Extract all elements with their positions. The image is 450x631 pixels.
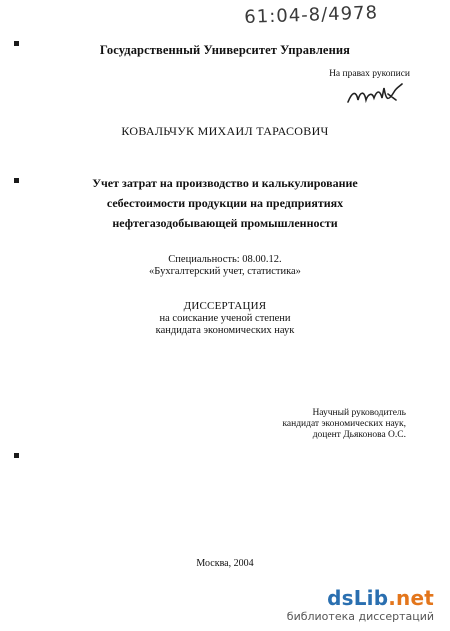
dissertation-title-line: нефтегазодобывающей промышленности (112, 216, 338, 230)
advisor-degree: кандидат экономических наук, (282, 419, 406, 429)
archive-stamp: 61:04-8/4978 (244, 2, 379, 28)
dissertation-title-line: себестоимости продукции на предприятиях (106, 196, 344, 210)
brand-wordmark (327, 586, 434, 610)
brand-subtitle: библиотека диссертаций (286, 610, 434, 623)
signature-mark (344, 80, 406, 110)
specialty-name: «Бухгалтерский учет, статистика» (149, 266, 301, 277)
university-name: Государственный Университет Управления (99, 43, 351, 57)
dissertation-heading: ДИССЕРТАЦИЯ (183, 300, 267, 312)
advisor-name: доцент Дьяконова О.С. (312, 430, 406, 440)
author-name: КОВАЛЬЧУК МИХАИЛ ТАРАСОВИЧ (121, 124, 329, 138)
specialty-code: Специальность: 08.00.12. (168, 254, 282, 265)
advisor-label: Научный руководитель (312, 408, 406, 418)
degree-line: кандидата экономических наук (155, 325, 295, 336)
rights-note: На правах рукописи (329, 69, 410, 79)
brand-main-text: dsLib (327, 586, 389, 610)
brand-tld-text: .net (388, 586, 434, 610)
dissertation-title-line: Учет затрат на производство и калькулирование (92, 176, 358, 190)
binding-hole-mark (14, 453, 19, 458)
city-year: Москва, 2004 (196, 558, 254, 569)
dslib-watermark-logo[interactable] (286, 586, 440, 626)
degree-line: на соискание ученой степени (159, 313, 291, 324)
